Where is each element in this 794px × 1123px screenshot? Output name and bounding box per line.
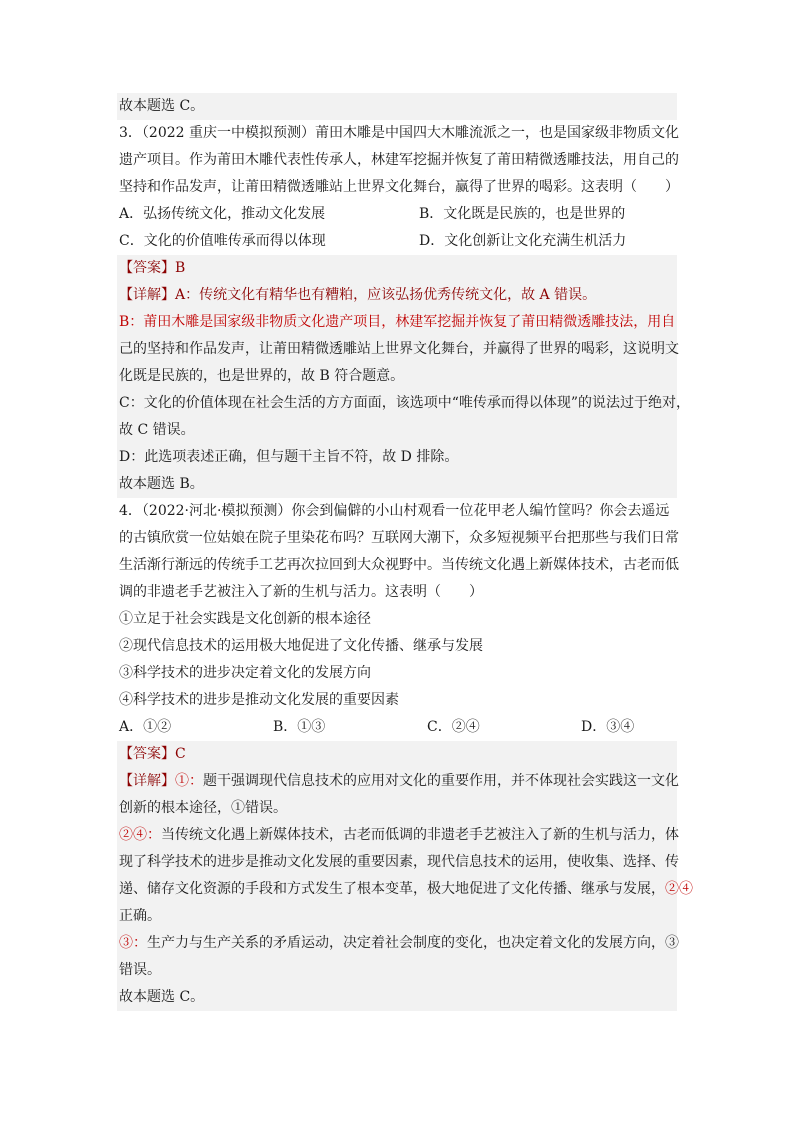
detail-text: 当传统文化遇上新媒体技术，古老而低调的非遗老手艺被注入了新的生机与活力，体 xyxy=(161,827,679,843)
q3-option-b: B．文化既是民族的，也是世界的 xyxy=(419,206,626,222)
detail-label: 【详解】 xyxy=(119,287,175,303)
q4-detail-line: 创新的根本途径，①错误。 xyxy=(117,795,677,822)
q3-detail-line: 己的坚持和作品发声，让莆田精微透雕站上世界文化舞台，并赢得了世界的喝彩，这说明文 xyxy=(117,336,677,363)
question-3 xyxy=(117,120,691,498)
q4-detail-line: 正确。 xyxy=(117,903,677,930)
q3-options-row xyxy=(117,228,677,255)
detail-text: A：传统文化有精华也有糟粕，应该弘扬优秀传统文化，故 A 错误。 xyxy=(175,287,597,303)
detail-label: 【详解】 xyxy=(119,773,175,789)
q4-statement: ③科学技术的进步决定着文化的发展方向 xyxy=(119,665,371,681)
q4-option-c: C．②④ xyxy=(427,719,480,735)
q3-detail-line xyxy=(117,282,677,309)
q3-stem-line: 3．（2022 重庆一中模拟预测）莆田木雕是中国四大木雕流派之一，也是国家级非物质文化 xyxy=(119,125,679,141)
q3-stem-line: 坚持和作品发声，让莆田精微透雕站上世界文化舞台，赢得了世界的喝彩。这表明（ ） xyxy=(119,179,679,195)
detail-prefix: ①： xyxy=(175,773,203,789)
detail-tail: ②④ xyxy=(665,881,693,897)
prev-conclusion: 故本题选 C。 xyxy=(117,93,677,120)
detail-text: 生产力与生产关系的矛盾运动，决定着社会制度的变化，也决定着文化的发展方向， xyxy=(147,935,665,951)
q3-detail-line: C：文化的价值体现在社会生活的方方面面，该选项中“唯传承而得以体现”的说法过于绝对， xyxy=(117,390,677,417)
q3-detail-line: D：此选项表述正确，但与题干主旨不符，故 D 排除。 xyxy=(117,444,677,471)
answer-label: 【答案】 xyxy=(119,260,175,276)
q4-detail-line: 现了科学技术的进步是推动文化发展的重要因素，现代信息技术的运用，使收集、选择、传 xyxy=(117,849,677,876)
detail-prefix: ②④： xyxy=(119,827,161,843)
q4-detail-line xyxy=(117,876,693,903)
q4-detail-line xyxy=(117,768,677,795)
q3-detail-line: 化既是民族的，也是世界的，故 B 符合题意。 xyxy=(117,363,677,390)
q4-detail-line: 错误。 xyxy=(117,957,677,984)
q3-answer xyxy=(117,255,677,282)
q4-detail-line xyxy=(117,822,677,849)
document-page xyxy=(117,93,693,1011)
q3-detail-line: B：莆田木雕是国家级非物质文化遗产项目，林建军挖掘并恢复了莆田精微透雕技法，用自 xyxy=(117,309,677,336)
q3-option-c: C．文化的价值唯传承而得以体现 xyxy=(119,233,326,249)
detail-text: 递、储存文化资源的手段和方式发生了根本变革，极大地促进了文化传播、继承与发展， xyxy=(119,881,665,897)
q4-stem-line: 的古镇欣赏一位姑娘在院子里染花布吗？互联网大潮下，众多短视频平台把那些与我们日常 xyxy=(119,530,679,546)
q4-statement: ②现代信息技术的运用极大地促进了文化传播、继承与发展 xyxy=(119,638,483,654)
q3-options-row xyxy=(117,201,677,228)
q4-option-a: A．①② xyxy=(119,719,172,735)
detail-text: 题干强调现代信息技术的应用对文化的重要作用，并不体现社会实践这一文化 xyxy=(203,773,679,789)
detail-tail: ③ xyxy=(665,935,679,951)
q3-stem-line: 遗产项目。作为莆田木雕代表性传承人，林建军挖掘并恢复了莆田精微透雕技法，用自己的 xyxy=(119,152,679,168)
q4-answer xyxy=(117,741,677,768)
q4-stem-line: 调的非遗老手艺被注入了新的生机与活力。这表明（ ） xyxy=(119,584,483,600)
q4-detail-line xyxy=(117,930,677,957)
q3-option-a: A．弘扬传统文化，推动文化发展 xyxy=(119,206,326,222)
answer-label: 【答案】 xyxy=(119,746,175,762)
q4-statement: ④科学技术的进步是推动文化发展的重要因素 xyxy=(119,692,399,708)
answer-value: C xyxy=(175,746,186,762)
q4-option-b: B．①③ xyxy=(273,719,326,735)
q3-option-d: D．文化创新让文化充满生机活力 xyxy=(419,233,627,249)
detail-prefix: ③： xyxy=(119,935,147,951)
q4-stem-line: 生活渐行渐远的传统手工艺再次拉回到大众视野中。当传统文化遇上新媒体技术，古老而低 xyxy=(119,557,679,573)
q4-conclusion: 故本题选 C。 xyxy=(117,984,677,1011)
answer-value: B xyxy=(175,260,186,276)
question-4 xyxy=(117,498,693,1011)
q4-stem-line: 4．（2022·河北·模拟预测）你会到偏僻的小山村观看一位花甲老人编竹筐吗？你会去遥远 xyxy=(119,503,670,519)
q4-options-row xyxy=(117,714,677,741)
q4-option-d: D．③④ xyxy=(581,719,635,735)
q4-statement: ①立足于社会实践是文化创新的根本途径 xyxy=(119,611,371,627)
q3-detail-line: 故 C 错误。 xyxy=(117,417,677,444)
q3-conclusion: 故本题选 B。 xyxy=(117,471,677,498)
